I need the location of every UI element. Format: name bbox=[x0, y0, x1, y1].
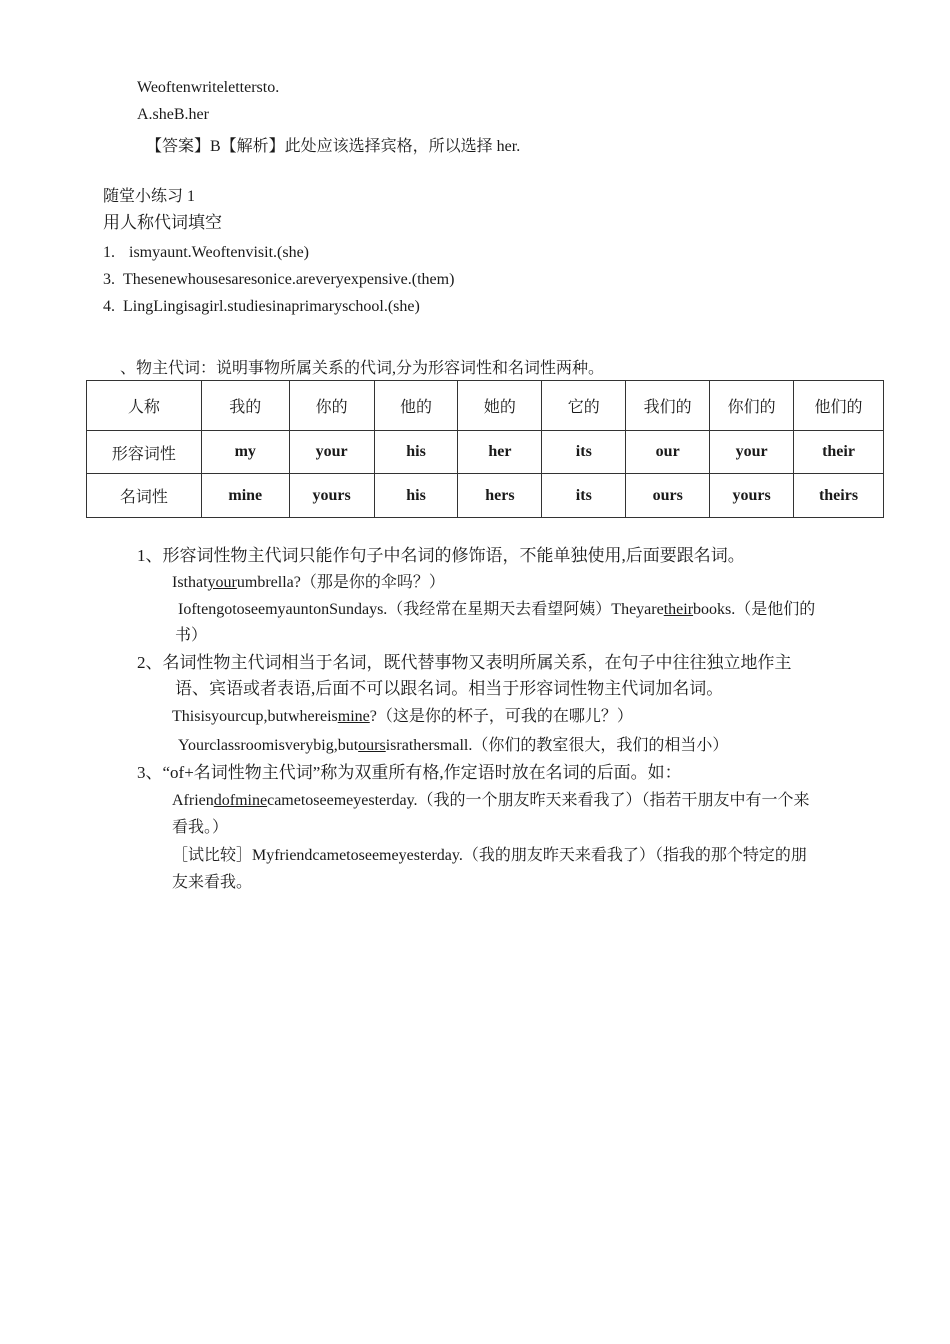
example-text: umbrella?（那是你的伞吗？） bbox=[236, 574, 445, 591]
table-header-row bbox=[87, 381, 884, 431]
underlined-pronoun: mine bbox=[337, 708, 370, 725]
example-sentence bbox=[172, 790, 810, 812]
table-header-cell: 我们的 bbox=[626, 381, 710, 431]
section-heading: 、物主代词：说明事物所属关系的代词,分为形容词性和名词性两种。 bbox=[120, 360, 605, 377]
possessive-pronoun-table bbox=[86, 380, 884, 518]
example-sentence bbox=[178, 735, 728, 757]
table-header-cell: 人称 bbox=[87, 381, 202, 431]
comparison-sentence: ［试比较］Myfriendcametoseemeyesterday.（我的朋友昨天来看我了）（指我的那个特定的朋 bbox=[172, 847, 807, 864]
table-header-cell: 你们的 bbox=[710, 381, 794, 431]
practice-item-number: 4. bbox=[103, 298, 115, 315]
table-cell: their bbox=[794, 431, 884, 474]
example-text: Afrien bbox=[172, 792, 214, 809]
example-sentence bbox=[172, 572, 445, 594]
rule-2: 2、名词性物主代词相当于名词，既代替事物又表明所属关系，在句子中往往独立地作主 bbox=[137, 653, 792, 672]
example-sentence-continued: 看我。） bbox=[172, 819, 229, 836]
table-cell: our bbox=[626, 431, 710, 474]
table-cell: her bbox=[458, 431, 542, 474]
table-cell: its bbox=[542, 474, 626, 518]
underlined-pronoun: ours bbox=[358, 737, 386, 754]
example-text: Thisisyourcup,butwhereis bbox=[172, 708, 338, 725]
practice-item bbox=[103, 296, 420, 318]
table-cell: your bbox=[289, 431, 374, 474]
table-row-nominal bbox=[87, 474, 884, 518]
example-text: Isthat bbox=[172, 574, 208, 591]
table-cell: his bbox=[374, 431, 458, 474]
table-cell: theirs bbox=[794, 474, 884, 518]
rule-1: 1、形容词性物主代词只能作句子中名词的修饰语，不能单独使用,后面要跟名词。 bbox=[137, 546, 745, 565]
row-label: 名词性 bbox=[87, 474, 202, 518]
table-cell: mine bbox=[201, 474, 289, 518]
table-header-cell: 我的 bbox=[201, 381, 289, 431]
practice-item-number: 3. bbox=[103, 271, 115, 288]
example-sentence bbox=[178, 599, 815, 621]
practice-item-text: ismyaunt.Weoftenvisit.(she) bbox=[129, 244, 310, 261]
example-sentence bbox=[172, 706, 633, 728]
example-text: IoftengotoseemyauntonSundays.（我经常在星期天去看望阿姨）Theyare bbox=[178, 601, 664, 618]
table-header-cell: 他的 bbox=[374, 381, 458, 431]
practice-item bbox=[103, 242, 309, 264]
practice-item-text: LingLingisagirl.studiesinaprimaryschool.(she) bbox=[123, 298, 420, 315]
answer-explanation: 【答案】B【解析】此处应该选择宾格，所以选择 her. bbox=[146, 138, 521, 155]
table-cell: your bbox=[710, 431, 794, 474]
question-options: A.sheB.her bbox=[137, 106, 209, 123]
table-cell: yours bbox=[710, 474, 794, 518]
example-text: israthersmall.（你们的教室很大，我们的相当小） bbox=[385, 737, 729, 754]
table-header-cell: 她的 bbox=[458, 381, 542, 431]
comparison-sentence-continued: 友来看我。 bbox=[172, 874, 253, 891]
table-cell: yours bbox=[289, 474, 374, 518]
table-cell: my bbox=[201, 431, 289, 474]
table-cell: ours bbox=[626, 474, 710, 518]
table-header-cell: 他们的 bbox=[794, 381, 884, 431]
row-label: 形容词性 bbox=[87, 431, 202, 474]
table-cell: hers bbox=[458, 474, 542, 518]
practice-item-text: Thesenewhousesaresonice.areveryexpensive.(them) bbox=[123, 271, 455, 288]
rule-2-continued: 语、宾语或者表语,后面不可以跟名词。相当于形容词性物主代词加名词。 bbox=[175, 679, 724, 698]
table-cell: its bbox=[542, 431, 626, 474]
underlined-pronoun: their bbox=[663, 601, 694, 618]
practice-item bbox=[103, 269, 454, 291]
underlined-pronoun: dofmine bbox=[213, 792, 268, 809]
practice-instruction: 用人称代词填空 bbox=[103, 213, 222, 232]
example-text: cametoseemeyesterday.（我的一个朋友昨天来看我了）（指若干朋友中有一个来 bbox=[267, 792, 810, 809]
example-text: Yourclassroomisverybig,but bbox=[178, 737, 359, 754]
table-row-adjectival bbox=[87, 431, 884, 474]
example-sentence-continued: 书） bbox=[175, 627, 208, 644]
example-text: ?（这是你的杯子，可我的在哪儿？） bbox=[369, 708, 633, 725]
practice-item-number: 1. bbox=[103, 244, 115, 261]
practice-title: 随堂小练习 1 bbox=[103, 188, 196, 205]
example-text: books.（是他们的 bbox=[693, 601, 816, 618]
table-header-cell: 你的 bbox=[289, 381, 374, 431]
question-text: Weoftenwritelettersto. bbox=[137, 79, 280, 96]
table-header-cell: 它的 bbox=[542, 381, 626, 431]
table-cell: his bbox=[374, 474, 458, 518]
rule-3: 3、“of+名词性物主代词”称为双重所有格,作定语时放在名词的后面。如： bbox=[137, 763, 682, 782]
underlined-pronoun: your bbox=[207, 574, 237, 591]
